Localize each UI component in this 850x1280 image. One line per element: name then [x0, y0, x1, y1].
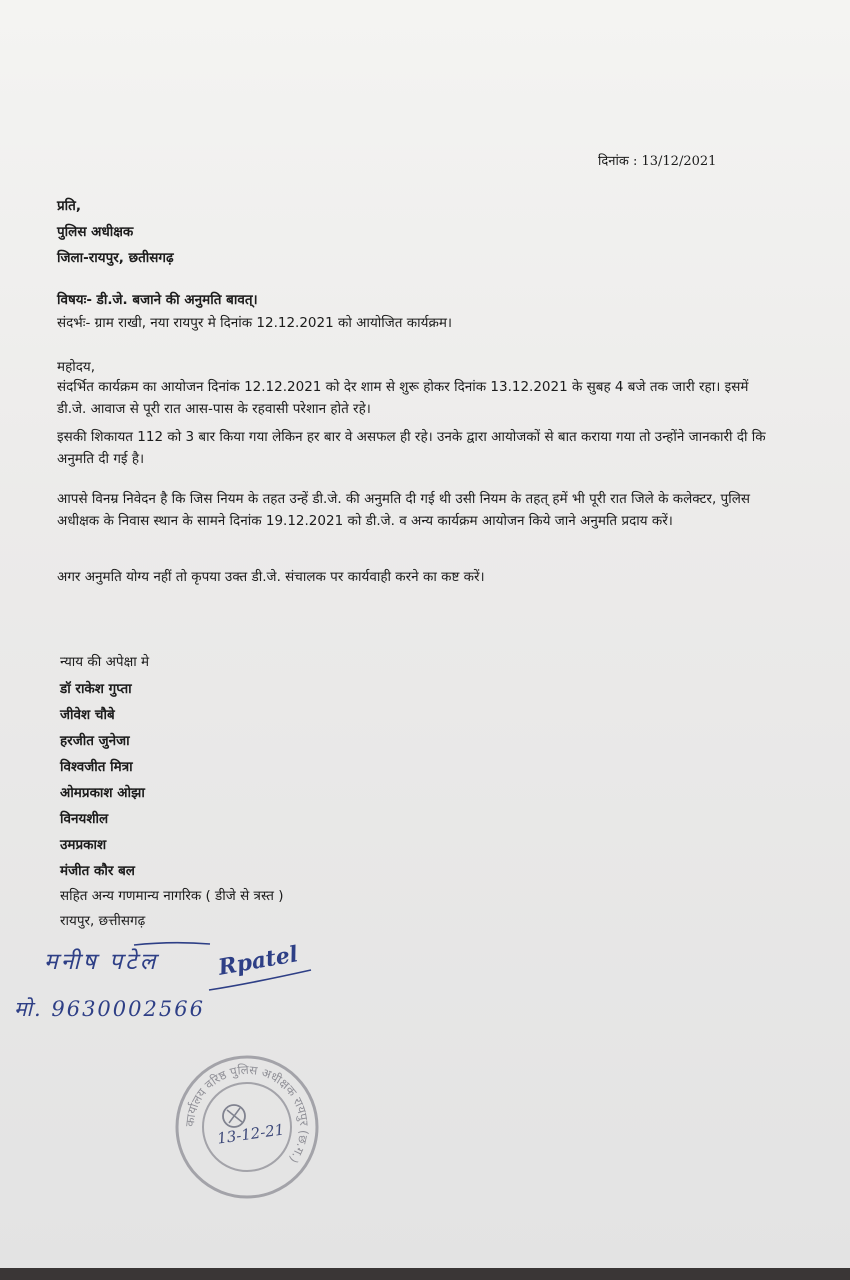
letter-date: दिनांक : 13/12/2021: [598, 154, 717, 169]
signatory-name: ओमप्रकाश ओझा: [60, 785, 145, 801]
recipient-prefix: प्रति,: [57, 198, 82, 214]
body-paragraph-2: इसकी शिकायत 112 को 3 बार किया गया लेकिन हर बार वे असफल ही रहे। उनके द्वारा आयोजकों से बात कराया गया तो उन्होंने जानकारी दी कि अनुमति दी गई है।: [57, 429, 766, 467]
others-line: सहित अन्य गणमान्य नागरिक ( डीजे से त्रस्त ): [60, 888, 284, 904]
letter-reference: संदर्भः- ग्राम राखी, नया रायपुर मे दिनांक 12.12.2021 को आयोजित कार्यक्रम।: [57, 315, 453, 331]
body-paragraph-1: संदर्भित कार्यक्रम का आयोजन दिनांक 12.12.2021 को देर शाम से शुरू होकर दिनांक 13.12.2021 के सुबह 4 बजे तक जारी रहा। इसमें डी.जे. आवाज से पूरी रात आस-पास के रहवासी परेशान होते रहे।: [57, 379, 749, 417]
signatory-name: जीवेश चौबे: [60, 707, 115, 723]
signatory-name: मंजीत कौर बल: [60, 863, 135, 879]
stamp-handwritten-date: 13-12-21: [216, 1120, 286, 1148]
handwritten-name: मनीष पटेल: [44, 949, 159, 975]
salutation: महोदय,: [57, 359, 96, 375]
signature-flourish: [205, 966, 315, 996]
signatory-name: विनयशील: [60, 811, 109, 827]
signatory-name: विश्वजीत मित्रा: [60, 759, 133, 775]
svg-text:कार्यालय वरिष्ठ पुलिस अधीक्षक: कार्यालय वरिष्ठ पुलिस अधीक्षक रायपुर (छ.ग.): [182, 1062, 312, 1166]
body-paragraph-3: आपसे विनम्र निवेदन है कि जिस नियम के तहत उन्हें डी.जे. की अनुमति दी गई थी उसी नियम के तहत् हमें भी पूरी रात जिले के कलेक्टर, पुलिस अधीक्षक के निवास स्थान के सामने दिनांक 19.12.2021 को डी.जे. व अन्य कार्यक्रम आयोजन किये जाने अनुमति प्रदाय करें।: [57, 491, 750, 529]
signatory-name: डॉ राकेश गुप्ता: [60, 681, 132, 697]
body-paragraph-4: अगर अनुमति योग्य नहीं तो कृपया उक्त डी.जे. संचालक पर कार्यवाही करने का कष्ट करें।: [57, 569, 485, 585]
page-bottom-edge: [0, 1268, 850, 1280]
place-line: रायपुर, छत्तीसगढ़: [60, 913, 146, 929]
signatory-name: उमप्रकाश: [60, 837, 107, 853]
recipient-designation: पुलिस अधीक्षक: [57, 224, 134, 240]
letter-subject: विषयः- डी.जे. बजाने की अनुमति बावत्।: [57, 292, 258, 308]
handwritten-mobile: मो. 9630002566: [14, 997, 205, 1021]
name-underline-stroke: [132, 940, 212, 948]
signatory-name: हरजीत जुनेजा: [60, 733, 130, 749]
handwritten-signature: Rpatel: [216, 941, 301, 981]
recipient-location: जिला-रायपुर, छतीसगढ़: [57, 250, 174, 266]
closing-line: न्याय की अपेक्षा मे: [60, 654, 150, 670]
